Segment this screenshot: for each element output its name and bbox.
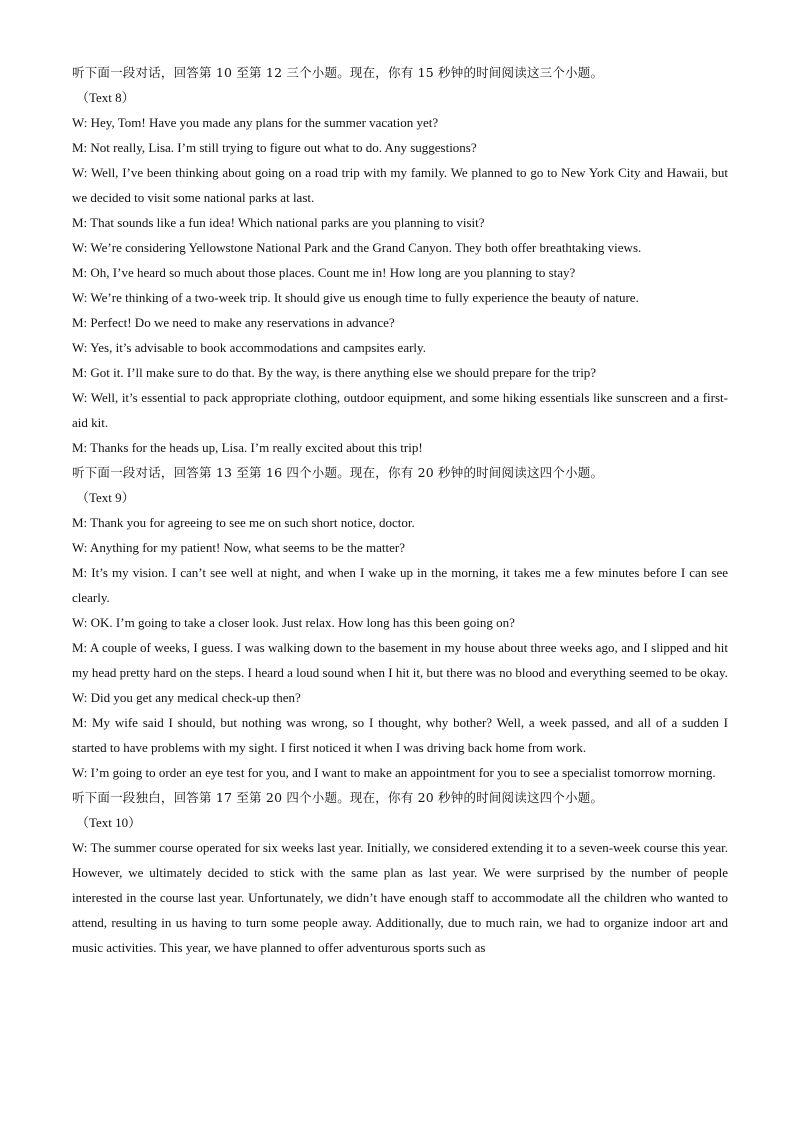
section-text-10 — [72, 785, 728, 960]
dialogue-line: M: Oh, I’ve heard so much about those places. Count me in! How long are you planning to stay? — [72, 265, 576, 280]
dialogue-line: W: Yes, it’s advisable to book accommodations and campsites early. — [72, 340, 426, 355]
dialogue-line: W: OK. I’m going to take a closer look. Just relax. How long has this been going on? — [72, 615, 515, 630]
dialogue-line: W: Anything for my patient! Now, what seems to be the matter? — [72, 540, 405, 555]
dialogue-line: W: I’m going to order an eye test for you, and I want to make an appointment for you to see a specialist tomorrow morning. — [72, 765, 716, 780]
dialogue-line: M: Perfect! Do we need to make any reservations in advance? — [72, 315, 395, 330]
monologue-line: W: The summer course operated for six weeks last year. Initially, we considered extending it to a seven-week course this year. However, we ultimately decided to stick with the same plan as last year. We were surprised by the number of people interested in the course last year. Unfortunately, we didn’t have enough staff to accommodate all the children who wanted to attend, resulting in us having to turn some people away. Additionally, due to much rain, we had to organize indoor art and music activities. This year, we have planned to offer adventurous sports such as — [72, 840, 728, 955]
dialogue-line: M: That sounds like a fun idea! Which national parks are you planning to visit? — [72, 215, 485, 230]
section-label: （Text 8） — [76, 90, 135, 105]
dialogue-line: M: Thanks for the heads up, Lisa. I’m really excited about this trip! — [72, 440, 423, 455]
section-label: （Text 9） — [76, 490, 135, 505]
dialogue-line: W: Well, it’s essential to pack appropriate clothing, outdoor equipment, and some hiking essentials like sunscreen and a first-aid kit. — [72, 390, 728, 430]
section-instruction: 听下面一段对话，回答第 10 至第 12 三个小题。现在，你有 15 秒钟的时间阅读这三个小题。 — [72, 65, 604, 80]
section-text-9 — [72, 460, 728, 785]
document-page — [72, 60, 728, 960]
dialogue-line: W: Hey, Tom! Have you made any plans for the summer vacation yet? — [72, 115, 439, 130]
section-text-8 — [72, 60, 728, 460]
dialogue-line: W: Did you get any medical check-up then? — [72, 690, 301, 705]
dialogue-line: M: Got it. I’ll make sure to do that. By the way, is there anything else we should prepare for the trip? — [72, 365, 597, 380]
section-instruction: 听下面一段独白，回答第 17 至第 20 四个小题。现在，你有 20 秒钟的时间阅读这四个小题。 — [72, 790, 604, 805]
dialogue-line: W: We’re thinking of a two-week trip. It should give us enough time to fully experience the beauty of nature. — [72, 290, 639, 305]
section-label: （Text 10） — [76, 815, 142, 830]
dialogue-line: W: Well, I’ve been thinking about going on a road trip with my family. We planned to go to New York City and Hawaii, but we decided to visit some national parks at last. — [72, 165, 728, 205]
dialogue-line: M: A couple of weeks, I guess. I was walking down to the basement in my house about three weeks ago, and I slipped and hit my head pretty hard on the steps. I heard a loud sound when I hit it, but there was no blood and everything seemed to be okay. — [72, 640, 728, 680]
dialogue-line: M: My wife said I should, but nothing was wrong, so I thought, why bother? Well, a week passed, and all of a sudden I started to have problems with my sight. I first noticed it when I was driving back home from work. — [72, 715, 728, 755]
dialogue-line: M: It’s my vision. I can’t see well at night, and when I wake up in the morning, it takes me a few minutes before I can see clearly. — [72, 565, 728, 605]
dialogue-line: M: Thank you for agreeing to see me on such short notice, doctor. — [72, 515, 415, 530]
dialogue-line: M: Not really, Lisa. I’m still trying to figure out what to do. Any suggestions? — [72, 140, 477, 155]
section-instruction: 听下面一段对话，回答第 13 至第 16 四个小题。现在，你有 20 秒钟的时间阅读这四个小题。 — [72, 465, 604, 480]
dialogue-line: W: We’re considering Yellowstone National Park and the Grand Canyon. They both offer breathtaking views. — [72, 240, 642, 255]
